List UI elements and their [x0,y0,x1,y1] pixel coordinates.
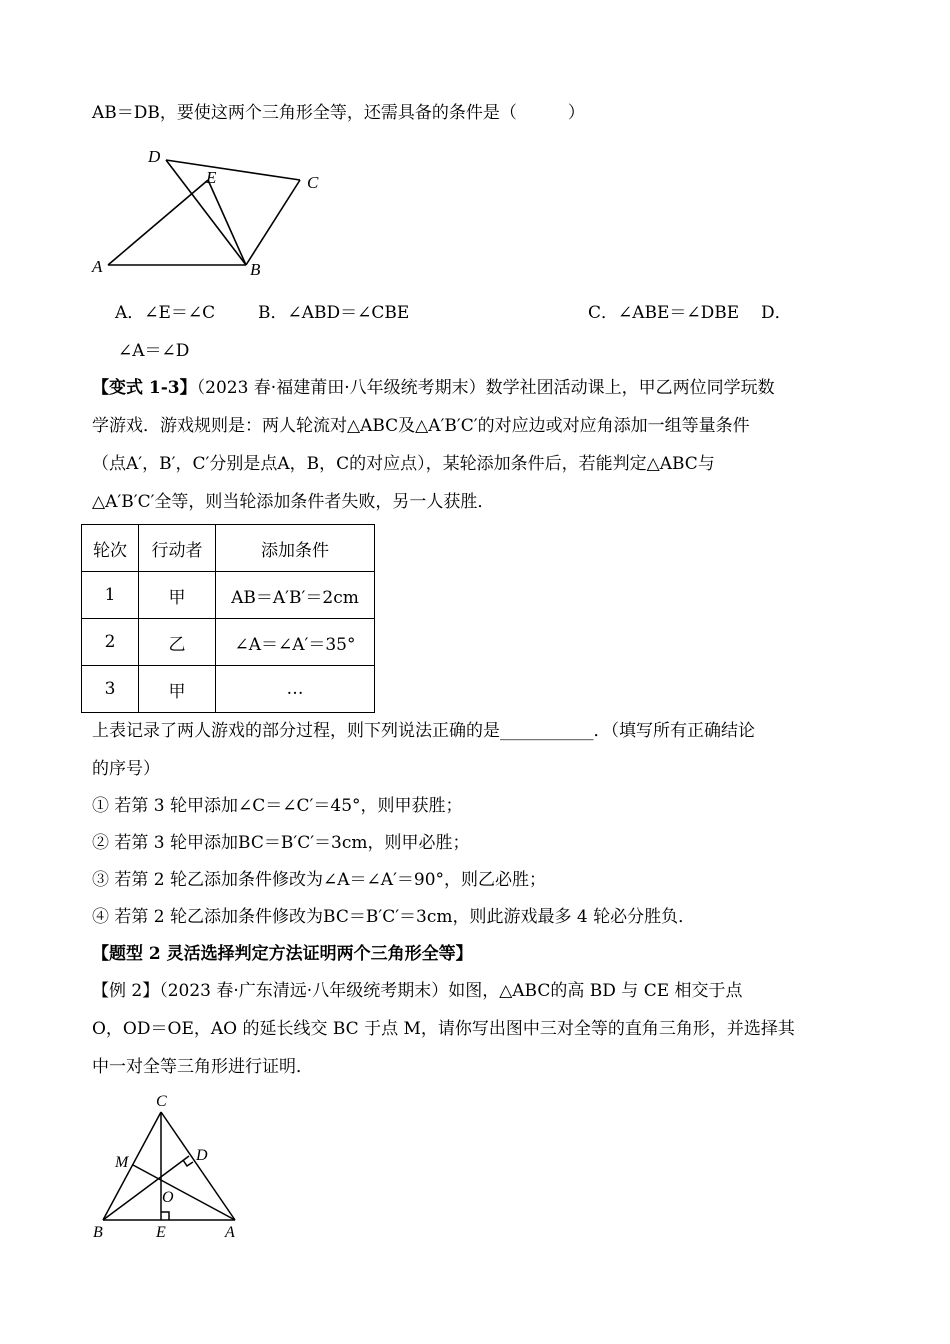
label-C: C [156,1093,167,1110]
section-title: 【题型 2 灵活选择判定方法证明两个三角形全等】 [92,944,473,964]
option-b: B．∠ABD＝∠CBE [258,303,410,323]
variant-line1-text: （2023 春·福建莆田·八年级统考期末）数学社团活动课上，甲乙两位同学玩数 [196,378,775,398]
option-d-text: ∠A＝∠D [118,341,190,361]
question-intro: AB＝DB，要使这两个三角形全等，还需具备的条件是（ ） [92,103,585,123]
table-cell: ∠A＝∠A′＝35° [216,619,375,666]
figure-2-triangle [88,1090,258,1242]
label-C: C [307,173,319,192]
table-cell: 甲 [139,572,216,619]
label-A: A [225,1224,235,1241]
segment-AE [108,180,208,265]
label-A: A [92,257,103,276]
segment-AM [133,1165,235,1220]
variant-paragraph-line3: （点A′，B′，C′分别是点A，B，C的对应点），某轮添加条件后，若能判定△ABC与 [92,454,715,474]
variant-paragraph-line4: △A′B′C′全等，则当轮添加条件者失败，另一人获胜． [92,492,495,512]
table-cell: … [216,666,375,713]
statement-1: ① 若第 3 轮甲添加∠C＝∠C′＝45°，则甲获胜； [92,796,463,816]
segment-CB [246,180,300,265]
right-angle-mark-E [161,1212,169,1220]
table-row [82,666,375,713]
table-header-cell: 轮次 [82,525,139,572]
game-table [81,524,375,713]
after-table-line2: 的序号） [92,759,160,779]
segment-CB [103,1112,161,1220]
example-line3: 中一对全等三角形进行证明． [92,1057,313,1077]
example-line2: O，OD＝OE，AO 的延长线交 BC 于点 M，请你写出图中三对全等的直角三角形，并选择其 [92,1019,795,1039]
label-M: M [115,1154,129,1171]
label-D: D [196,1147,208,1164]
table-row [82,572,375,619]
label-B: B [250,260,261,279]
after-table-line1: 上表记录了两人游戏的部分过程，则下列说法正确的是___________．（填写所有正确结论 [92,721,755,741]
label-O: O [162,1189,174,1206]
variant-paragraph-line2: 学游戏．游戏规则是：两人轮流对△ABC及△A′B′C′的对应边或对应角添加一组等量条件 [92,416,750,436]
table-row [82,619,375,666]
segment-DC [166,160,300,180]
table-header-cell: 行动者 [139,525,216,572]
table-cell: AB＝A′B′＝2cm [216,572,375,619]
table-cell: 乙 [139,619,216,666]
label-E: E [206,168,217,187]
label-D: D [148,147,161,166]
variant-paragraph-line1 [92,377,775,399]
statement-3: ③ 若第 2 轮乙添加条件修改为∠A＝∠A′＝90°，则乙必胜； [92,870,547,890]
figure-1-triangles [88,140,338,285]
table-cell: 2 [82,619,139,666]
example-line1-text: （2023 春·广东清远·八年级统考期末）如图，△ABC的高 BD 与 CE 相交于点 [159,981,743,1001]
table-cell: 3 [82,666,139,713]
example-line1 [92,980,743,1002]
label-E: E [156,1224,166,1241]
right-angle-mark-D [183,1160,193,1166]
example-tag: 【例 2】 [92,981,160,1001]
label-B: B [93,1224,103,1241]
option-a: A．∠E＝∠C [115,303,216,323]
table-cell: 甲 [139,666,216,713]
variant-tag: 【变式 1-3】 [92,378,197,398]
table-header-row [82,525,375,572]
option-c: C．∠ABE＝∠DBE [588,303,740,323]
table-header-cell: 添加条件 [216,525,375,572]
table-cell: 1 [82,572,139,619]
statement-2: ② 若第 3 轮甲添加BC＝B′C′＝3cm，则甲必胜； [92,833,470,853]
statement-4: ④ 若第 2 轮乙添加条件修改为BC＝B′C′＝3cm，则此游戏最多 4 轮必分胜负． [92,907,696,927]
option-d-label: D． [761,303,792,323]
